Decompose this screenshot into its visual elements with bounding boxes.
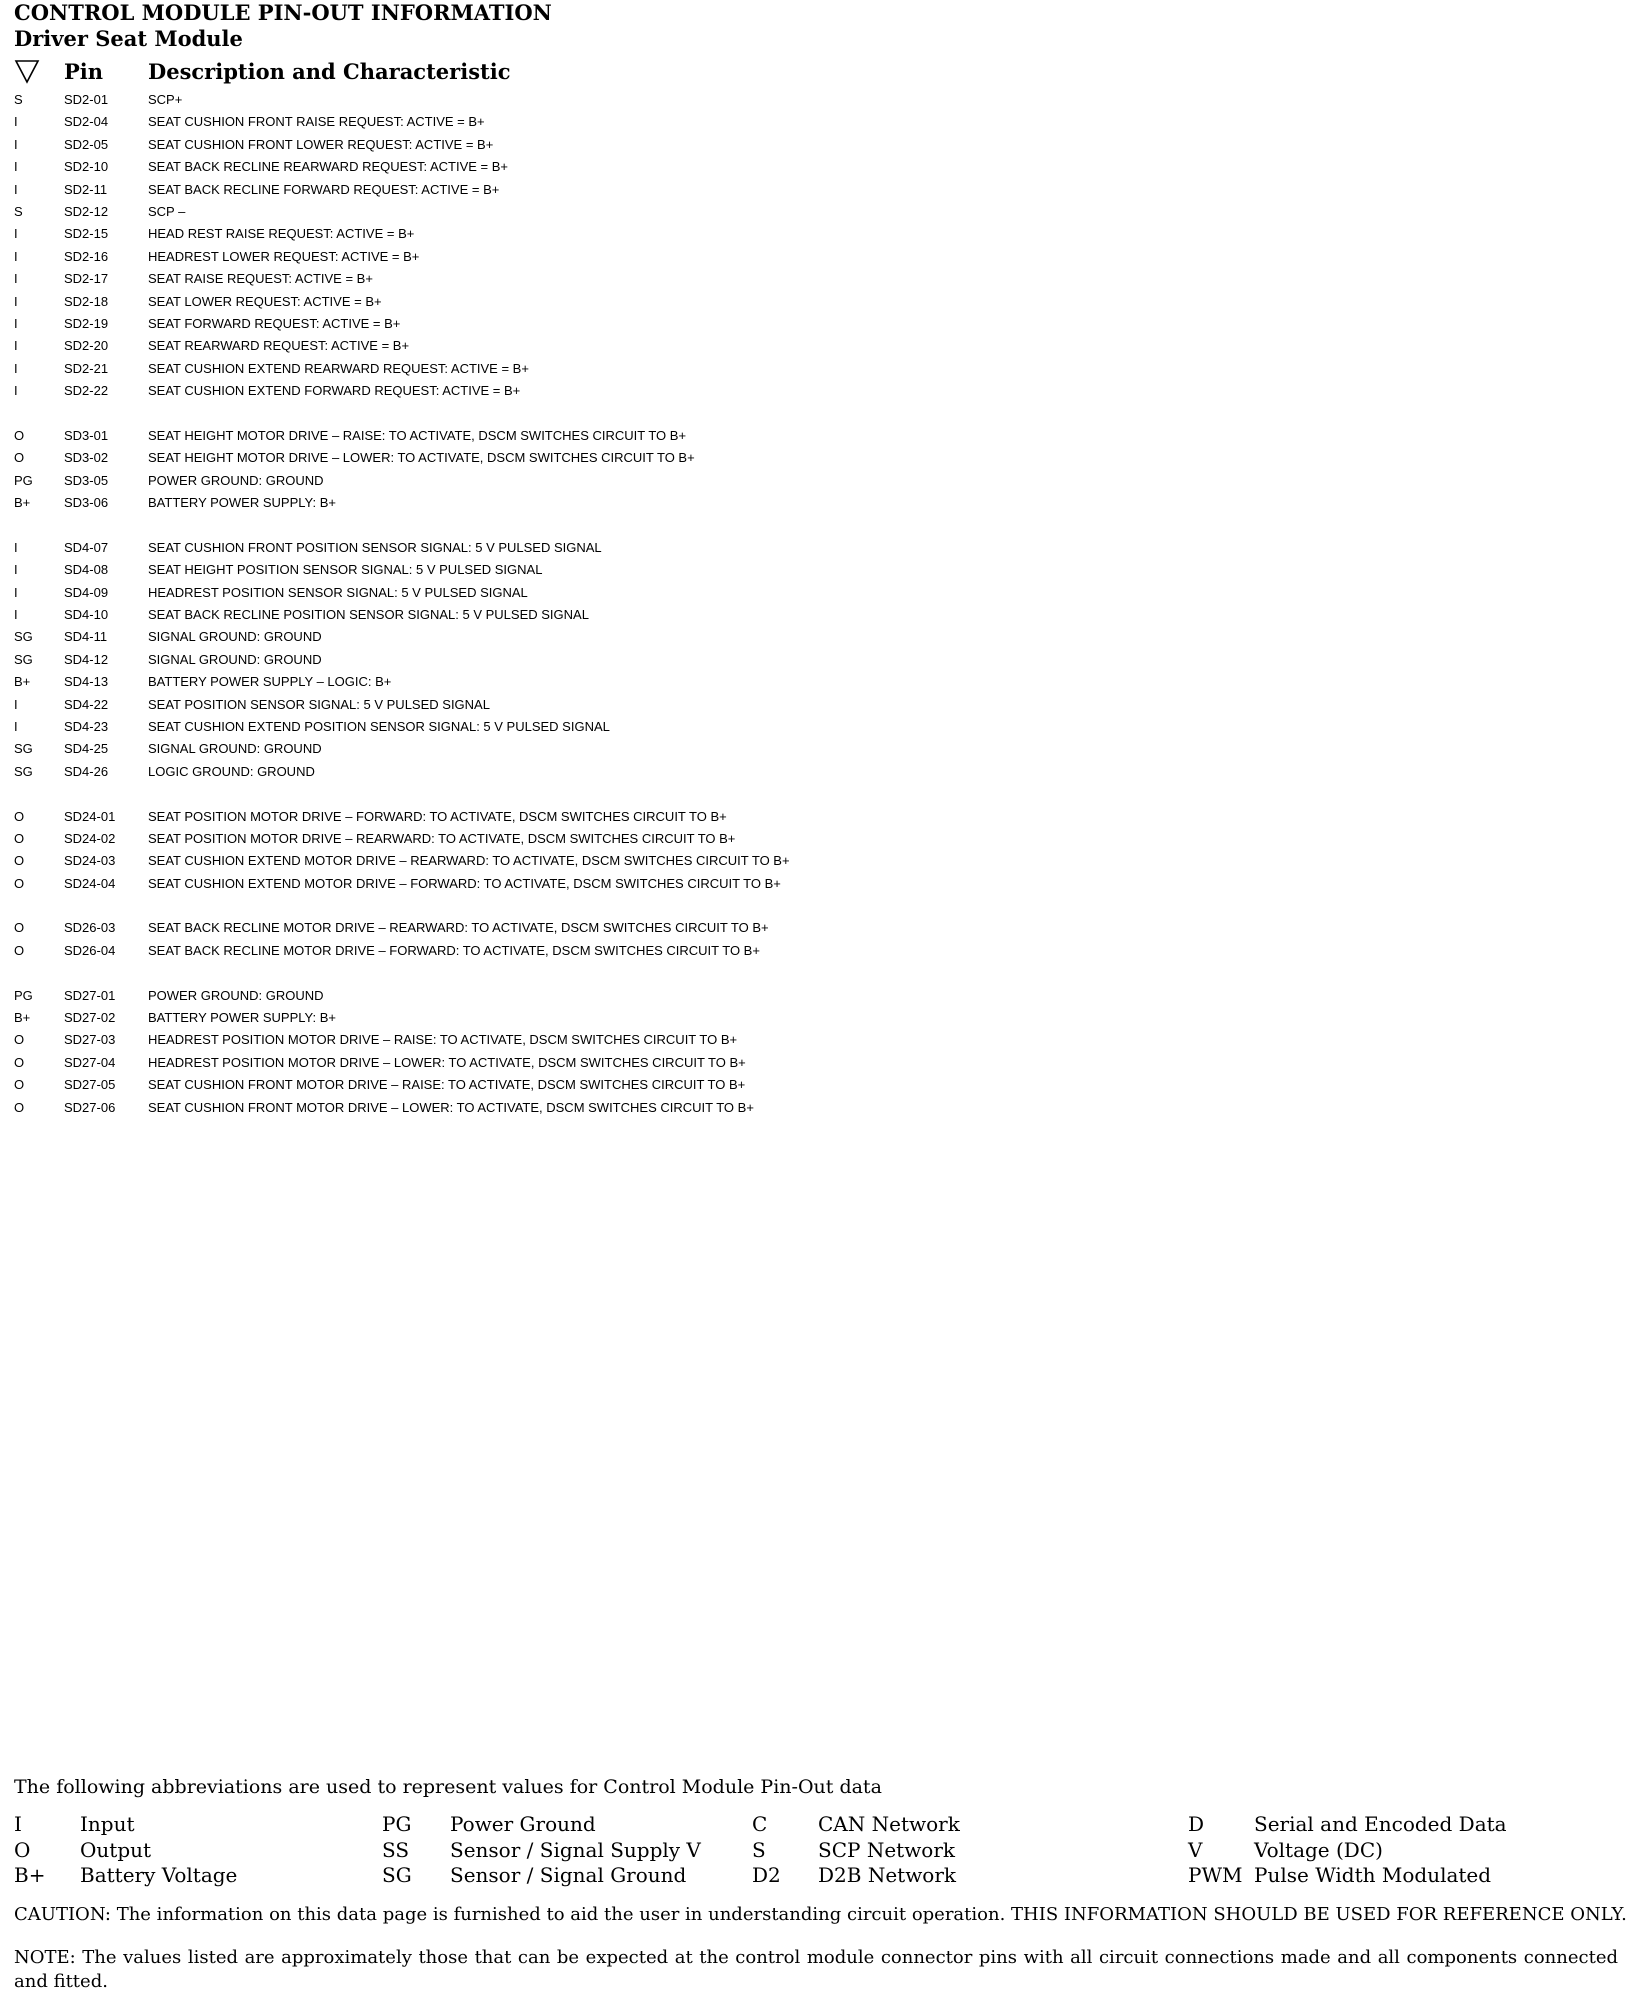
pin-id: SD3-05 — [64, 472, 109, 488]
legend-code: O — [14, 1837, 31, 1862]
legend-meaning: Output — [80, 1837, 152, 1862]
legend-meaning: Power Ground — [450, 1812, 596, 1836]
pin-description: HEADREST POSITION MOTOR DRIVE – LOWER: TO ACTIVATE, DSCM SWITCHES CIRCUIT TO B+ — [148, 1054, 746, 1070]
table-row — [0, 806, 1000, 828]
table-row — [0, 559, 1000, 581]
pin-type: O — [14, 450, 25, 466]
pin-description: POWER GROUND: GROUND — [148, 987, 324, 1003]
legend-code: I — [14, 1812, 22, 1836]
table-row — [0, 738, 1000, 760]
pin-description: SEAT CUSHION EXTEND POSITION SENSOR SIGNAL: 5 V PULSED SIGNAL — [148, 718, 610, 734]
pin-type: I — [14, 248, 18, 264]
table-row — [0, 335, 1000, 357]
pin-description: SCP – — [148, 203, 186, 219]
pin-type: O — [14, 427, 25, 443]
pin-table — [0, 89, 1000, 1119]
table-row — [0, 1029, 1000, 1051]
table-row — [0, 582, 1000, 604]
legend-code: PWM — [1188, 1863, 1243, 1887]
pin-id: SD2-17 — [64, 271, 109, 287]
table-row — [0, 492, 1000, 514]
pin-type: O — [14, 1054, 25, 1070]
note-text: NOTE: The values listed are approximately those that can be expected at the control module connector pins with all circuit connections made and all components connected and fitted. — [14, 1947, 1618, 1992]
title-block — [14, 0, 552, 52]
pin-description: HEADREST POSITION SENSOR SIGNAL: 5 V PULSED SIGNAL — [148, 584, 528, 600]
pin-description: SEAT BACK RECLINE MOTOR DRIVE – REARWARD: TO ACTIVATE, DSCM SWITCHES CIRCUIT TO B+ — [148, 920, 769, 936]
pin-description: BATTERY POWER SUPPLY: B+ — [148, 495, 336, 511]
pin-description: POWER GROUND: GROUND — [148, 472, 324, 488]
pin-description: HEADREST LOWER REQUEST: ACTIVE = B+ — [148, 248, 420, 264]
pin-id: SD4-26 — [64, 763, 109, 779]
table-row — [0, 850, 1000, 872]
table-row — [0, 873, 1000, 895]
table-row — [0, 626, 1000, 648]
pin-id: SD4-23 — [64, 718, 109, 734]
pin-description: SIGNAL GROUND: GROUND — [148, 651, 322, 667]
pin-type: O — [14, 830, 25, 846]
pin-type: I — [14, 360, 18, 376]
legend-code: SG — [382, 1863, 412, 1887]
table-row — [0, 537, 1000, 559]
pin-type: O — [14, 808, 25, 824]
pin-description: SEAT CUSHION FRONT LOWER REQUEST: ACTIVE = B+ — [148, 136, 494, 152]
pin-type: I — [14, 159, 18, 175]
pin-id: SD24-03 — [64, 853, 116, 869]
pin-type: I — [14, 315, 18, 331]
table-row — [0, 1097, 1000, 1119]
pin-id: SD2-22 — [64, 383, 109, 399]
table-header — [0, 58, 1632, 86]
pin-id: SD27-06 — [64, 1099, 116, 1115]
table-row — [0, 111, 1000, 133]
pin-type: B+ — [14, 674, 31, 690]
pin-description: SEAT CUSHION FRONT MOTOR DRIVE – RAISE: TO ACTIVATE, DSCM SWITCHES CIRCUIT TO B+ — [148, 1077, 746, 1093]
pin-description: SCP+ — [148, 92, 183, 107]
pin-id: SD2-20 — [64, 338, 109, 354]
legend-meaning: Sensor / Signal Ground — [450, 1863, 687, 1887]
column-header-description: Description and Characteristic — [148, 59, 511, 84]
table-row — [0, 649, 1000, 671]
table-row — [0, 694, 1000, 716]
pin-description: BATTERY POWER SUPPLY: B+ — [148, 1010, 336, 1026]
pin-id: SD24-01 — [64, 808, 116, 824]
pin-type: I — [14, 696, 18, 712]
pin-id: SD2-12 — [64, 203, 109, 219]
pin-id: SD2-01 — [64, 92, 109, 107]
pin-type: I — [14, 584, 18, 600]
pin-description: SEAT CUSHION FRONT MOTOR DRIVE – LOWER: TO ACTIVATE, DSCM SWITCHES CIRCUIT TO B+ — [148, 1099, 754, 1115]
legend-meaning: Pulse Width Modulated — [1254, 1863, 1492, 1887]
pin-id: SD2-18 — [64, 293, 109, 309]
legend-meaning: Sensor / Signal Supply V — [450, 1837, 701, 1862]
pin-description: SEAT CUSHION EXTEND FORWARD REQUEST: ACTIVE = B+ — [148, 383, 521, 399]
table-row — [0, 358, 1000, 380]
pin-type: I — [14, 539, 18, 555]
pin-type: I — [14, 562, 18, 578]
pin-id: SD24-04 — [64, 875, 116, 891]
pin-description: SEAT POSITION MOTOR DRIVE – REARWARD: TO ACTIVATE, DSCM SWITCHES CIRCUIT TO B+ — [148, 830, 736, 846]
pin-description: SIGNAL GROUND: GROUND — [148, 741, 322, 757]
pin-type: B+ — [14, 1010, 31, 1026]
table-row — [0, 917, 1000, 939]
pin-description: SEAT FORWARD REQUEST: ACTIVE = B+ — [148, 315, 401, 331]
triangle-icon — [14, 58, 40, 84]
table-row — [0, 985, 1000, 1007]
pin-id: SD26-03 — [64, 920, 116, 936]
pin-description: HEAD REST RAISE REQUEST: ACTIVE = B+ — [148, 226, 415, 242]
pin-description: SEAT CUSHION FRONT RAISE REQUEST: ACTIVE = B+ — [148, 114, 485, 130]
pin-description: SEAT BACK RECLINE FORWARD REQUEST: ACTIVE = B+ — [148, 181, 500, 197]
pin-description: SEAT CUSHION EXTEND MOTOR DRIVE – FORWARD: TO ACTIVATE, DSCM SWITCHES CIRCUIT TO B+ — [148, 875, 781, 891]
pin-type: B+ — [14, 495, 31, 511]
pin-id: SD27-05 — [64, 1077, 116, 1093]
column-header-pin: Pin — [64, 59, 104, 84]
pin-description: HEADREST POSITION MOTOR DRIVE – RAISE: TO ACTIVATE, DSCM SWITCHES CIRCUIT TO B+ — [148, 1032, 738, 1048]
pin-description: SEAT CUSHION EXTEND MOTOR DRIVE – REARWARD: TO ACTIVATE, DSCM SWITCHES CIRCUIT TO B+ — [148, 853, 790, 869]
pin-id: SD27-03 — [64, 1032, 116, 1048]
pin-id: SD2-10 — [64, 159, 109, 175]
pin-id: SD2-04 — [64, 114, 109, 130]
pin-type: I — [14, 293, 18, 309]
caution-text: CAUTION: The information on this data page is furnished to aid the user in understanding circuit operation. THIS INFORMATION SHOULD BE USED FOR REFERENCE ONLY. — [14, 1904, 1627, 1925]
pin-description: SEAT BACK RECLINE POSITION SENSOR SIGNAL: 5 V PULSED SIGNAL — [148, 606, 589, 622]
pin-type: O — [14, 1099, 25, 1115]
legend-meaning: Serial and Encoded Data — [1254, 1812, 1507, 1836]
pin-type: I — [14, 226, 18, 242]
legend-code: D — [1188, 1812, 1205, 1836]
table-row — [0, 156, 1000, 178]
pin-id: SD26-04 — [64, 942, 116, 958]
pin-id: SD4-22 — [64, 696, 109, 712]
pin-type: O — [14, 920, 25, 936]
table-row — [0, 268, 1000, 290]
legend-meaning: CAN Network — [818, 1812, 960, 1836]
pin-description: LOGIC GROUND: GROUND — [148, 763, 315, 779]
legend-code: SS — [382, 1837, 410, 1862]
pin-description: SIGNAL GROUND: GROUND — [148, 629, 322, 645]
pin-description: SEAT RAISE REQUEST: ACTIVE = B+ — [148, 271, 373, 287]
pin-type: SG — [14, 763, 33, 779]
pin-id: SD2-05 — [64, 136, 109, 152]
table-row — [0, 828, 1000, 850]
pin-description: SEAT HEIGHT POSITION SENSOR SIGNAL: 5 V PULSED SIGNAL — [148, 562, 543, 578]
pin-type: I — [14, 338, 18, 354]
pin-id: SD27-04 — [64, 1054, 116, 1070]
table-row — [0, 940, 1000, 962]
pin-description: SEAT HEIGHT MOTOR DRIVE – RAISE: TO ACTIVATE, DSCM SWITCHES CIRCUIT TO B+ — [148, 427, 687, 443]
legend-meaning: D2B Network — [818, 1863, 957, 1887]
pin-description: BATTERY POWER SUPPLY – LOGIC: B+ — [148, 674, 392, 690]
pin-type: PG — [14, 987, 33, 1003]
pin-type: SG — [14, 629, 33, 645]
legend-code: D2 — [752, 1863, 781, 1887]
pin-description: SEAT REARWARD REQUEST: ACTIVE = B+ — [148, 338, 410, 354]
pin-type: I — [14, 181, 18, 197]
legend-meaning: Voltage (DC) — [1254, 1837, 1383, 1862]
legend-code: C — [752, 1812, 768, 1836]
pin-id: SD24-02 — [64, 830, 116, 846]
table-row — [0, 380, 1000, 402]
pin-description: SEAT POSITION SENSOR SIGNAL: 5 V PULSED SIGNAL — [148, 696, 490, 712]
pin-id: SD4-10 — [64, 606, 109, 622]
table-row — [0, 246, 1000, 268]
pin-type: I — [14, 383, 18, 399]
pin-id: SD3-06 — [64, 495, 109, 511]
table-row — [0, 1007, 1000, 1029]
pin-type: I — [14, 114, 18, 130]
legend-meaning: Input — [80, 1812, 135, 1836]
table-row — [0, 604, 1000, 626]
legend-meaning: Battery Voltage — [80, 1863, 238, 1887]
pin-type: S — [14, 203, 23, 219]
pin-type: I — [14, 136, 18, 152]
pin-type: O — [14, 853, 25, 869]
table-row — [0, 716, 1000, 738]
pin-id: SD4-07 — [64, 539, 109, 555]
pin-description: SEAT CUSHION EXTEND REARWARD REQUEST: ACTIVE = B+ — [148, 360, 529, 376]
table-row — [0, 134, 1000, 156]
pin-id: SD4-12 — [64, 651, 109, 667]
pin-type: SG — [14, 651, 33, 667]
table-row — [0, 671, 1000, 693]
pin-type: O — [14, 1077, 25, 1093]
legend-meaning: SCP Network — [818, 1837, 956, 1862]
table-row — [0, 1052, 1000, 1074]
pin-description: SEAT BACK RECLINE REARWARD REQUEST: ACTIVE = B+ — [148, 159, 509, 175]
table-row — [0, 761, 1000, 783]
table-row — [0, 447, 1000, 469]
pin-type: O — [14, 875, 25, 891]
pin-id: SD4-09 — [64, 584, 109, 600]
pin-type: I — [14, 271, 18, 287]
legend-code: B+ — [14, 1863, 46, 1887]
legend-code: PG — [382, 1812, 412, 1836]
pin-id: SD2-15 — [64, 226, 109, 242]
pin-id: SD4-08 — [64, 562, 109, 578]
pin-id: SD4-11 — [64, 629, 108, 645]
pin-description: SEAT POSITION MOTOR DRIVE – FORWARD: TO ACTIVATE, DSCM SWITCHES CIRCUIT TO B+ — [148, 808, 727, 824]
page-subtitle: Driver Seat Module — [14, 26, 243, 51]
pin-id: SD27-02 — [64, 1010, 116, 1026]
pin-id: SD2-16 — [64, 248, 109, 264]
page-title: CONTROL MODULE PIN-OUT INFORMATION — [14, 0, 552, 25]
pin-id: SD3-02 — [64, 450, 109, 466]
table-row — [0, 425, 1000, 447]
pin-type: PG — [14, 472, 33, 488]
pin-id: SD3-01 — [64, 427, 109, 443]
table-row — [0, 179, 1000, 201]
pin-description: SEAT HEIGHT MOTOR DRIVE – LOWER: TO ACTIVATE, DSCM SWITCHES CIRCUIT TO B+ — [148, 450, 695, 466]
pin-id: SD2-19 — [64, 315, 109, 331]
pin-type: SG — [14, 741, 33, 757]
legend-code: S — [752, 1837, 766, 1862]
table-row — [0, 201, 1000, 223]
pin-description: SEAT LOWER REQUEST: ACTIVE = B+ — [148, 293, 382, 309]
pin-id: SD4-25 — [64, 741, 109, 757]
pin-type: I — [14, 606, 18, 622]
pin-id: SD27-01 — [64, 987, 116, 1003]
pin-id: SD4-13 — [64, 674, 109, 690]
table-row — [0, 470, 1000, 492]
pin-id: SD2-21 — [64, 360, 109, 376]
pin-description: SEAT BACK RECLINE MOTOR DRIVE – FORWARD: TO ACTIVATE, DSCM SWITCHES CIRCUIT TO B+ — [148, 942, 760, 958]
legend-intro: The following abbreviations are used to represent values for Control Module Pin-Out data — [14, 1776, 882, 1798]
pin-id: SD2-11 — [64, 181, 108, 197]
legend-code: V — [1188, 1837, 1203, 1862]
table-row — [0, 291, 1000, 313]
pin-type: I — [14, 718, 18, 734]
pin-type: S — [14, 92, 23, 107]
pin-description: SEAT CUSHION FRONT POSITION SENSOR SIGNAL: 5 V PULSED SIGNAL — [148, 539, 602, 555]
table-row — [0, 89, 1000, 111]
table-row — [0, 1074, 1000, 1096]
pin-type: O — [14, 942, 25, 958]
table-row — [0, 223, 1000, 245]
table-row — [0, 313, 1000, 335]
pin-type: O — [14, 1032, 25, 1048]
